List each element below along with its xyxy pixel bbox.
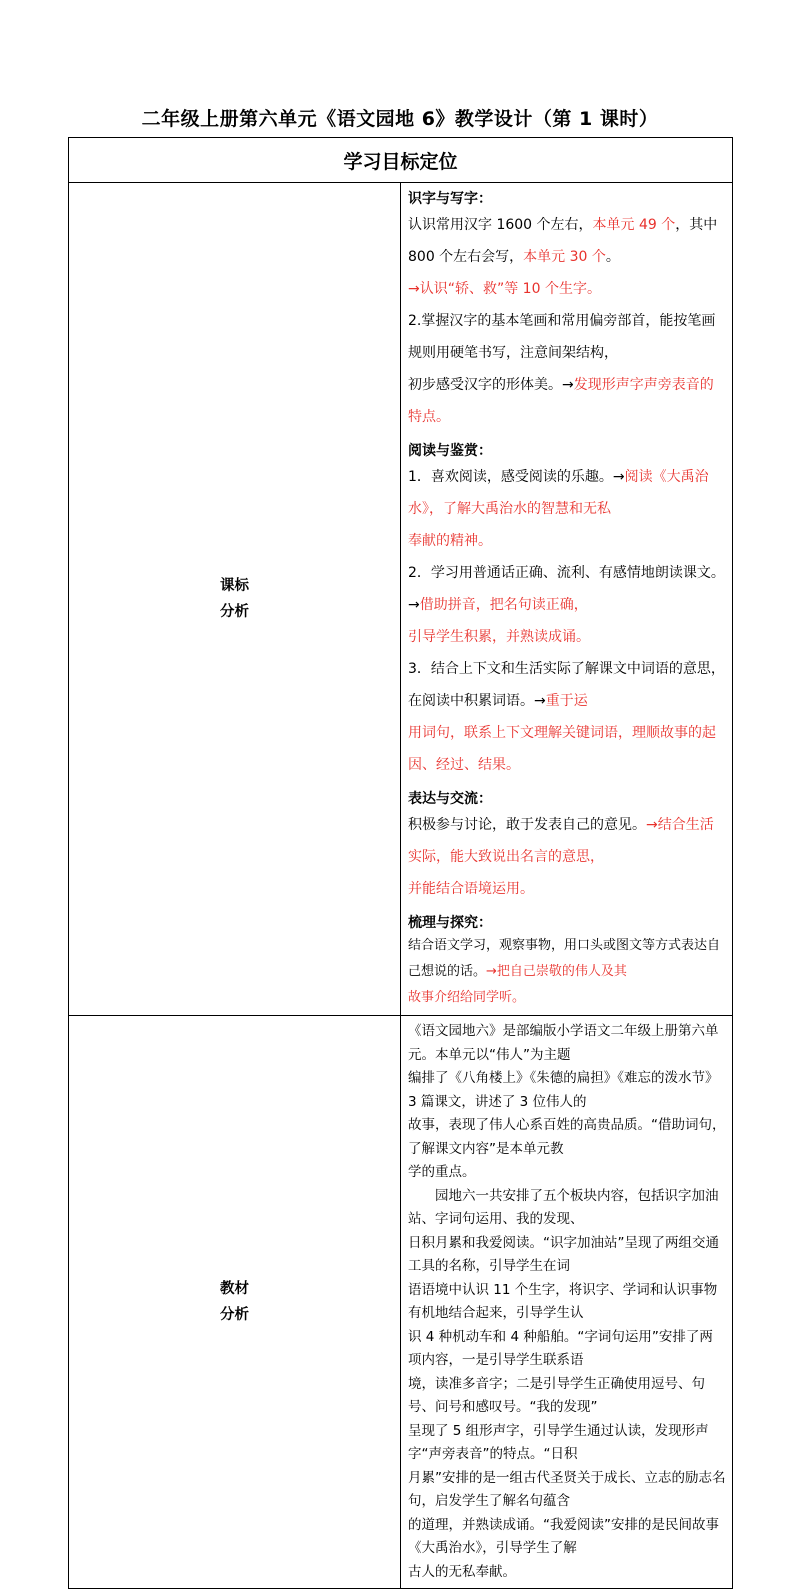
curriculum-analysis-content [401,183,733,1016]
inquiry-paragraph: 结合语文学习，观察事物，用口头或图文等方式表达自己想说的话。→把自己崇敬的伟人及其 故事介绍给同学听。 [408,938,721,1005]
text-line: 境，读准多音字；二是引导学生正确使用逗号、句号、问号和感叹号。“我的发现” [408,1375,705,1415]
reading-paragraph-2: 2．学习用普通话正确、流利、有感情地朗读课文。→借助拼音，把名句读正确， 引导学生积累，并熟读成诵。 [408,565,725,645]
expression-heading: 表达与交流： [408,791,492,807]
literacy-goal-note: →认识“轿、救”等 10 个生字。 [408,281,601,297]
inquiry-heading: 梳理与探究： [408,915,492,931]
text-line: 故事，表现了伟人心系百姓的高贵品质。“借助词句，了解课文内容”是本单元教 [408,1117,726,1157]
literacy-paragraph-2: 2.掌握汉字的基本笔画和常用偏旁部首，能按笔画规则用硬笔书写，注意间架结构， 初步感受汉字的形体美。→发现形声字声旁表音的特点。 [408,313,716,425]
text-line: 的道理，并熟读成诵。“我爱阅读”安排的是民间故事《大禹治水》，引导学生了解 [408,1516,719,1556]
textbook-analysis-content [401,1016,733,1589]
text-line: 园地六一共安排了五个板块内容，包括识字加油站、字词句运用、我的发现、 [408,1187,719,1227]
curriculum-analysis-label: 课标 分析 [69,183,401,1016]
literacy-paragraph-1: 认识常用汉字 1600 个左右，本单元 49 个，其中 800 个左右会写，本单元 30 个。 [408,217,718,265]
lesson-plan-table [68,137,733,1589]
text-line: 学的重点。 [408,1164,476,1180]
reading-paragraph-3: 3．结合上下文和生活实际了解课文中词语的意思，在阅读中积累词语。→重于运 用词句，联系上下文理解关键词语，理顺故事的起因、经过、结果。 [408,661,725,773]
literacy-heading: 识字与写字： [408,191,492,207]
text-line: 识 4 种机动车和 4 种船舶。“字词句运用”安排了两项内容，一是引导学生联系语 [408,1328,713,1368]
text-line: 月累”安排的是一组古代圣贤关于成长、立志的励志名句，启发学生了解名句蕴含 [408,1469,726,1509]
text-line: 语语境中认识 11 个生字，将识字、学词和认识事物有机地结合起来，引导学生认 [408,1281,718,1321]
document-title: 二年级上册第六单元《语文园地 6》教学设计（第 1 课时） [141,108,659,130]
text-line: 《语文园地六》是部编版小学语文二年级上册第六单元。本单元以“伟人”为主题 [408,1023,719,1063]
expression-paragraph: 积极参与讨论，敢于发表自己的意见。→结合生活实际，能大致说出名言的意思， 并能结合语境运用。 [408,817,714,897]
table-header: 学习目标定位 [69,138,733,183]
reading-paragraph-1: 1．喜欢阅读，感受阅读的乐趣。→阅读《大禹治水》，了解大禹治水的智慧和无私 奉献的精神。 [408,469,709,549]
reading-heading: 阅读与鉴赏： [408,443,492,459]
text-line: 呈现了 5 组形声字，引导学生通过认读，发现形声字“声旁表音”的特点。“日积 [408,1422,709,1462]
text-line: 编排了《八角楼上》《朱德的扁担》《难忘的泼水节》3 篇课文，讲述了 3 位伟人的 [408,1070,719,1110]
text-line: 古人的无私奉献。 [408,1563,516,1580]
text-line: 日积月累和我爱阅读。“识字加油站”呈现了两组交通工具的名称，引导学生在词 [408,1234,719,1274]
textbook-analysis-label: 教材 分析 [69,1016,401,1589]
